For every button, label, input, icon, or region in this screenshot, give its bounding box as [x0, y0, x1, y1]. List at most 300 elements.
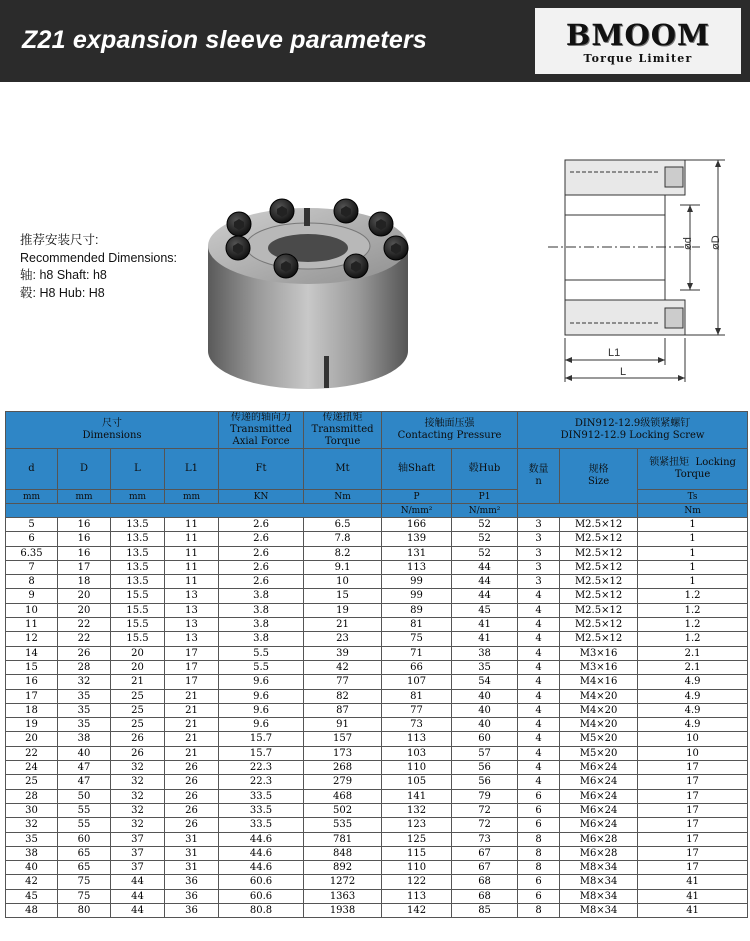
cell-P: 107	[382, 675, 452, 689]
cell-Mt: 9.1	[304, 560, 382, 574]
cell-Ts: 4.9	[638, 718, 748, 732]
cell-L1: 26	[165, 803, 219, 817]
cell-Mt: 1938	[304, 904, 382, 918]
cell-L: 13.5	[111, 518, 165, 532]
cell-P: 73	[382, 718, 452, 732]
cell-Mt: 7.8	[304, 532, 382, 546]
cell-Ts: 2.1	[638, 646, 748, 660]
unit-P: N/mm²	[382, 504, 452, 518]
cell-P1: 72	[452, 803, 518, 817]
cell-P1: 79	[452, 789, 518, 803]
table-row	[6, 703, 748, 717]
cell-L: 21	[111, 675, 165, 689]
cell-d: 45	[6, 889, 58, 903]
symbol-P: P	[382, 490, 452, 504]
cell-n: 4	[518, 603, 560, 617]
logo-tagline: Torque Limiter	[583, 52, 693, 65]
cell-D: 16	[58, 518, 111, 532]
cell-size: M2.5×12	[560, 575, 638, 589]
header-shaft: 轴Shaft	[382, 449, 452, 490]
cell-size: M3×16	[560, 660, 638, 674]
cell-P: 132	[382, 803, 452, 817]
cell-Ft: 2.6	[219, 546, 304, 560]
cell-size: M6×24	[560, 775, 638, 789]
cell-size: M2.5×12	[560, 632, 638, 646]
cell-Ts: 4.9	[638, 689, 748, 703]
cell-P: 122	[382, 875, 452, 889]
cell-L: 32	[111, 789, 165, 803]
cell-L: 37	[111, 861, 165, 875]
label-d: ød	[682, 237, 694, 250]
cell-D: 22	[58, 632, 111, 646]
table-row	[6, 818, 748, 832]
cell-P: 115	[382, 846, 452, 860]
cell-d: 28	[6, 789, 58, 803]
table-row	[6, 660, 748, 674]
cell-P1: 54	[452, 675, 518, 689]
cell-Ts: 10	[638, 732, 748, 746]
cell-Ts: 17	[638, 775, 748, 789]
cell-D: 65	[58, 861, 111, 875]
unit-Ts: Nm	[638, 504, 748, 518]
cell-n: 6	[518, 875, 560, 889]
cell-size: M6×28	[560, 846, 638, 860]
cell-d: 38	[6, 846, 58, 860]
cell-P: 89	[382, 603, 452, 617]
cell-P1: 57	[452, 746, 518, 760]
cell-d: 25	[6, 775, 58, 789]
cell-d: 8	[6, 575, 58, 589]
cell-L: 25	[111, 703, 165, 717]
cell-P1: 40	[452, 703, 518, 717]
table-row	[6, 675, 748, 689]
cell-L1: 13	[165, 589, 219, 603]
cell-size: M8×34	[560, 904, 638, 918]
cell-n: 4	[518, 689, 560, 703]
cell-L1: 11	[165, 532, 219, 546]
cell-L1: 11	[165, 560, 219, 574]
cell-size: M6×24	[560, 818, 638, 832]
header-torque: 传递扭矩 Transmitted Torque	[304, 412, 382, 449]
cell-d: 15	[6, 660, 58, 674]
cell-Mt: 781	[304, 832, 382, 846]
cell-Ts: 1	[638, 532, 748, 546]
shaft-tolerance: 轴: h8 Shaft: h8	[20, 268, 107, 282]
cell-n: 4	[518, 775, 560, 789]
cell-L1: 31	[165, 846, 219, 860]
logo-wordmark: BMOOM	[565, 18, 711, 52]
page-title: Z21 expansion sleeve parameters	[22, 26, 428, 54]
unit-d: mm	[6, 490, 58, 504]
cell-Mt: 82	[304, 689, 382, 703]
cell-P1: 67	[452, 846, 518, 860]
table-row	[6, 718, 748, 732]
cell-D: 28	[58, 660, 111, 674]
cell-L: 13.5	[111, 532, 165, 546]
cell-P: 75	[382, 632, 452, 646]
table-row	[6, 746, 748, 760]
symbol-L: L	[111, 449, 165, 490]
cell-Ts: 17	[638, 818, 748, 832]
cell-L: 26	[111, 746, 165, 760]
cell-size: M8×34	[560, 889, 638, 903]
cell-P1: 73	[452, 832, 518, 846]
cell-n: 3	[518, 518, 560, 532]
cell-size: M6×24	[560, 803, 638, 817]
cell-Mt: 91	[304, 718, 382, 732]
cell-L1: 26	[165, 775, 219, 789]
cell-L1: 21	[165, 732, 219, 746]
cell-Mt: 8.2	[304, 546, 382, 560]
cell-L: 44	[111, 904, 165, 918]
cell-size: M2.5×12	[560, 560, 638, 574]
table-row	[6, 646, 748, 660]
cell-Ft: 9.6	[219, 675, 304, 689]
cell-Ft: 9.6	[219, 718, 304, 732]
label-L1: L1	[608, 347, 621, 359]
cell-Ft: 5.5	[219, 660, 304, 674]
cell-d: 18	[6, 703, 58, 717]
cell-n: 4	[518, 632, 560, 646]
cell-Ft: 2.6	[219, 560, 304, 574]
cell-size: M2.5×12	[560, 546, 638, 560]
cell-d: 42	[6, 875, 58, 889]
cell-P: 81	[382, 689, 452, 703]
cell-Ts: 10	[638, 746, 748, 760]
symbol-d: d	[6, 449, 58, 490]
cell-Mt: 535	[304, 818, 382, 832]
cell-P1: 40	[452, 718, 518, 732]
cell-P1: 41	[452, 632, 518, 646]
cell-P: 77	[382, 703, 452, 717]
cell-size: M5×20	[560, 746, 638, 760]
cell-D: 65	[58, 846, 111, 860]
cell-L: 32	[111, 803, 165, 817]
cell-n: 4	[518, 732, 560, 746]
cell-Ts: 1	[638, 546, 748, 560]
cell-P: 131	[382, 546, 452, 560]
header-pressure: 接触面压强 Contacting Pressure	[382, 412, 518, 449]
cell-Ts: 1	[638, 560, 748, 574]
cell-D: 16	[58, 532, 111, 546]
cell-Ts: 41	[638, 904, 748, 918]
cell-L: 25	[111, 689, 165, 703]
cell-P1: 35	[452, 660, 518, 674]
cell-Ts: 41	[638, 889, 748, 903]
cell-Mt: 268	[304, 761, 382, 775]
cell-size: M6×28	[560, 832, 638, 846]
cell-Ts: 1	[638, 518, 748, 532]
cell-Mt: 87	[304, 703, 382, 717]
cell-P: 71	[382, 646, 452, 660]
cell-L1: 11	[165, 575, 219, 589]
cell-d: 12	[6, 632, 58, 646]
cell-Mt: 15	[304, 589, 382, 603]
cell-D: 40	[58, 746, 111, 760]
unit-screw-spacer	[518, 504, 638, 518]
cell-Mt: 42	[304, 660, 382, 674]
cell-P1: 72	[452, 818, 518, 832]
cell-L: 26	[111, 732, 165, 746]
table-row	[6, 575, 748, 589]
cell-D: 32	[58, 675, 111, 689]
cell-Ft: 44.6	[219, 846, 304, 860]
cell-P1: 68	[452, 875, 518, 889]
cell-d: 20	[6, 732, 58, 746]
cell-D: 20	[58, 589, 111, 603]
cell-d: 22	[6, 746, 58, 760]
cell-Ft: 33.5	[219, 803, 304, 817]
cell-P: 166	[382, 518, 452, 532]
cell-L: 13.5	[111, 575, 165, 589]
cell-D: 38	[58, 732, 111, 746]
cell-n: 8	[518, 904, 560, 918]
cell-Ft: 3.8	[219, 603, 304, 617]
cell-Ft: 9.6	[219, 689, 304, 703]
cell-Ts: 41	[638, 875, 748, 889]
unit-L: mm	[111, 490, 165, 504]
cell-n: 4	[518, 660, 560, 674]
cell-size: M4×20	[560, 718, 638, 732]
table-row	[6, 775, 748, 789]
cell-d: 9	[6, 589, 58, 603]
cell-L: 25	[111, 718, 165, 732]
cell-Mt: 173	[304, 746, 382, 760]
table-row	[6, 803, 748, 817]
cell-Ts: 1.2	[638, 618, 748, 632]
cell-n: 3	[518, 575, 560, 589]
recommended-dimensions	[20, 232, 177, 302]
cell-d: 17	[6, 689, 58, 703]
cell-D: 50	[58, 789, 111, 803]
cell-L: 15.5	[111, 632, 165, 646]
cell-P: 99	[382, 589, 452, 603]
cell-n: 4	[518, 718, 560, 732]
cell-L1: 26	[165, 818, 219, 832]
cell-L1: 13	[165, 632, 219, 646]
cell-P1: 52	[452, 518, 518, 532]
cell-P1: 38	[452, 646, 518, 660]
cell-size: M2.5×12	[560, 532, 638, 546]
cell-P1: 52	[452, 532, 518, 546]
cell-P: 113	[382, 560, 452, 574]
cell-P: 113	[382, 732, 452, 746]
cell-n: 4	[518, 746, 560, 760]
unit-L1: mm	[165, 490, 219, 504]
cell-size: M8×34	[560, 875, 638, 889]
cell-Ft: 33.5	[219, 789, 304, 803]
unit-spacer	[6, 504, 382, 518]
cell-Ft: 2.6	[219, 532, 304, 546]
cell-d: 48	[6, 904, 58, 918]
cell-Ft: 5.5	[219, 646, 304, 660]
cell-Ts: 1.2	[638, 603, 748, 617]
cell-L1: 31	[165, 832, 219, 846]
cell-D: 26	[58, 646, 111, 660]
cell-P1: 40	[452, 689, 518, 703]
cell-d: 30	[6, 803, 58, 817]
cell-Mt: 10	[304, 575, 382, 589]
cell-Mt: 157	[304, 732, 382, 746]
cell-P: 110	[382, 861, 452, 875]
cell-P1: 44	[452, 575, 518, 589]
cell-Ft: 9.6	[219, 703, 304, 717]
cell-Mt: 279	[304, 775, 382, 789]
cell-Ts: 2.1	[638, 660, 748, 674]
cell-Ft: 60.6	[219, 875, 304, 889]
cell-L1: 36	[165, 889, 219, 903]
cell-d: 7	[6, 560, 58, 574]
cell-d: 16	[6, 675, 58, 689]
table-row	[6, 889, 748, 903]
cell-Mt: 19	[304, 603, 382, 617]
cell-Ft: 60.6	[219, 889, 304, 903]
cell-Mt: 848	[304, 846, 382, 860]
cell-L: 15.5	[111, 618, 165, 632]
cell-P: 142	[382, 904, 452, 918]
cell-P1: 68	[452, 889, 518, 903]
cell-L1: 13	[165, 618, 219, 632]
cell-n: 4	[518, 589, 560, 603]
cell-Mt: 502	[304, 803, 382, 817]
cell-Ft: 22.3	[219, 775, 304, 789]
cell-P1: 44	[452, 589, 518, 603]
cell-d: 6	[6, 532, 58, 546]
cell-d: 24	[6, 761, 58, 775]
table-row	[6, 546, 748, 560]
cell-size: M6×24	[560, 761, 638, 775]
cell-L1: 21	[165, 689, 219, 703]
header-locking-screw: DIN912-12.9级锁紧螺钉 DIN912-12.9 Locking Screw	[518, 412, 748, 449]
cell-L1: 36	[165, 904, 219, 918]
cell-n: 8	[518, 846, 560, 860]
cell-P: 110	[382, 761, 452, 775]
cell-Ft: 2.6	[219, 575, 304, 589]
cell-Mt: 1363	[304, 889, 382, 903]
cell-size: M4×20	[560, 689, 638, 703]
cell-D: 80	[58, 904, 111, 918]
unit-Ft: KN	[219, 490, 304, 504]
cell-d: 6.35	[6, 546, 58, 560]
cell-D: 75	[58, 889, 111, 903]
cell-P1: 44	[452, 560, 518, 574]
cell-P1: 56	[452, 761, 518, 775]
cell-Mt: 6.5	[304, 518, 382, 532]
header-dimensions: 尺寸 Dimensions	[6, 412, 219, 449]
cell-d: 10	[6, 603, 58, 617]
cell-P1: 67	[452, 861, 518, 875]
table-row	[6, 904, 748, 918]
cross-section-drawing	[540, 150, 745, 395]
cell-L1: 17	[165, 675, 219, 689]
table-row	[6, 846, 748, 860]
cell-D: 47	[58, 761, 111, 775]
cell-Ft: 3.8	[219, 632, 304, 646]
cell-n: 3	[518, 532, 560, 546]
cell-Ts: 17	[638, 761, 748, 775]
cell-L1: 31	[165, 861, 219, 875]
cell-Mt: 468	[304, 789, 382, 803]
table-row	[6, 603, 748, 617]
table-row	[6, 832, 748, 846]
cell-n: 4	[518, 761, 560, 775]
cell-L1: 11	[165, 518, 219, 532]
cell-n: 4	[518, 675, 560, 689]
brand-logo	[535, 8, 741, 74]
cell-d: 35	[6, 832, 58, 846]
cell-d: 14	[6, 646, 58, 660]
cell-P: 139	[382, 532, 452, 546]
header-size: 规格 Size	[560, 449, 638, 504]
cell-Ft: 33.5	[219, 818, 304, 832]
cell-Ft: 44.6	[219, 861, 304, 875]
cell-L1: 17	[165, 646, 219, 660]
cell-L: 44	[111, 875, 165, 889]
cell-L: 37	[111, 832, 165, 846]
cell-d: 19	[6, 718, 58, 732]
cell-size: M3×16	[560, 646, 638, 660]
cell-Mt: 1272	[304, 875, 382, 889]
cell-L: 20	[111, 660, 165, 674]
cell-P1: 85	[452, 904, 518, 918]
table-row	[6, 789, 748, 803]
cell-P: 81	[382, 618, 452, 632]
cell-n: 8	[518, 861, 560, 875]
cell-Ft: 2.6	[219, 518, 304, 532]
table-row	[6, 632, 748, 646]
cell-size: M6×24	[560, 789, 638, 803]
cell-L1: 21	[165, 718, 219, 732]
cell-size: M5×20	[560, 732, 638, 746]
cell-n: 3	[518, 560, 560, 574]
cell-P1: 60	[452, 732, 518, 746]
cell-P1: 56	[452, 775, 518, 789]
cell-Ft: 15.7	[219, 732, 304, 746]
table-row	[6, 518, 748, 532]
cell-n: 6	[518, 789, 560, 803]
cell-d: 11	[6, 618, 58, 632]
cell-Ts: 1.2	[638, 632, 748, 646]
table-row	[6, 689, 748, 703]
cell-Mt: 892	[304, 861, 382, 875]
symbol-D: D	[58, 449, 111, 490]
table-row	[6, 732, 748, 746]
cell-P1: 52	[452, 546, 518, 560]
cell-L1: 36	[165, 875, 219, 889]
table-row	[6, 761, 748, 775]
cell-L: 32	[111, 818, 165, 832]
cell-D: 22	[58, 618, 111, 632]
unit-Mt: Nm	[304, 490, 382, 504]
product-image	[196, 186, 421, 391]
cell-L1: 11	[165, 546, 219, 560]
cell-Mt: 23	[304, 632, 382, 646]
cell-n: 8	[518, 832, 560, 846]
cell-D: 47	[58, 775, 111, 789]
cell-n: 4	[518, 618, 560, 632]
cell-L: 37	[111, 846, 165, 860]
cell-L: 44	[111, 889, 165, 903]
table-row	[6, 589, 748, 603]
cell-D: 20	[58, 603, 111, 617]
table-row	[6, 532, 748, 546]
cell-D: 75	[58, 875, 111, 889]
cell-L1: 17	[165, 660, 219, 674]
label-L: L	[620, 366, 627, 378]
cell-P: 105	[382, 775, 452, 789]
cell-D: 35	[58, 689, 111, 703]
cell-L1: 26	[165, 789, 219, 803]
